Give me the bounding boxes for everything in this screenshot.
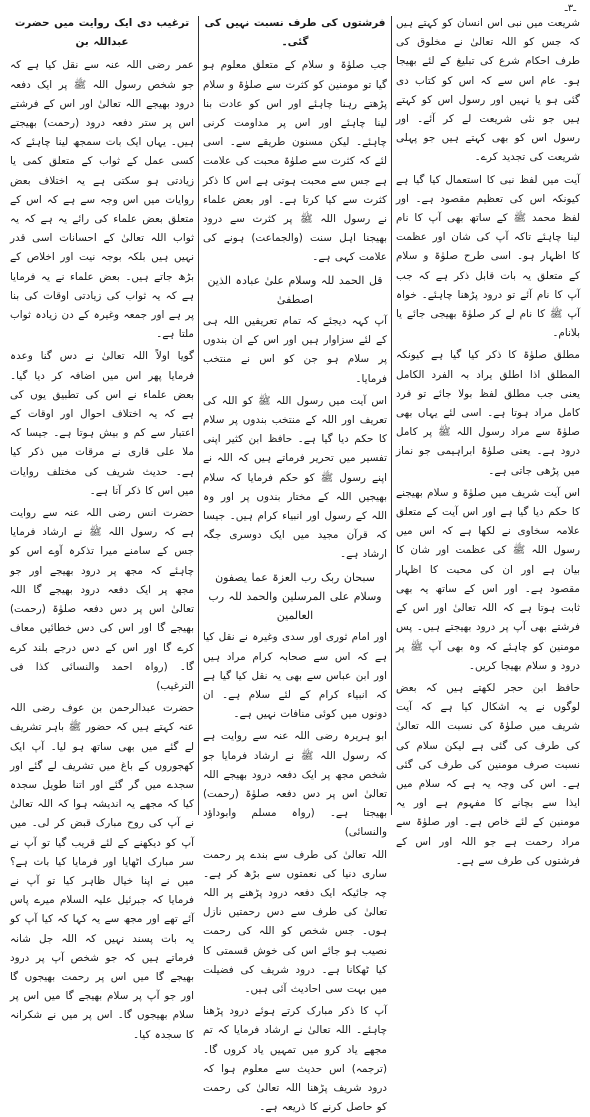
- column-heading: فرشتوں کی طرف نسبت نہیں کی گئی۔: [204, 17, 386, 49]
- paragraph: اللہ تعالیٰ کی طرف سے بندے پر رحمت ساری دنیا کی نعمتوں سے بڑھ کر ہے۔ چہ جائیکہ ایک دفعہ درود پڑھنے پر اللہ تعالیٰ کی طرف سے دس رحمتیں نازل ہوں۔ جس شخص کو اللہ کی رحمت نصیب ہو جائے اس کی خوش قسمتی کا کیا ٹھکانا ہے۔ درود شریف کی فضیلت میں بہت سی احادیث آئی ہیں۔: [203, 848, 387, 995]
- paragraph: اس آیت شریف میں صلوٰۃ و سلام بھیجنے کا حکم دیا گیا ہے اور اس آیت کے متعلق علامہ سخاوی نے لکھا ہے کہ اس میں رسول اللہ ﷺ کی عظمت اور شان کا بیان ہے اور ان کی محبت کا اظہار مقصود ہے۔ اور اس کے ساتھ یہ بھی ثابت ہوتا ہے کہ اللہ تعالیٰ اور اس کے فرشتے بھی آپ پر درود بھیجتے ہیں۔ پس مومنین کو چاہئے کہ وہ بھی آپ ﷺ پر درود و سلام بھیجا کریں۔: [396, 486, 580, 672]
- page-top-mark: ـ۳ـ: [564, 3, 576, 14]
- paragraph: مطلق صلوٰۃ کا ذکر کیا گیا ہے کیونکہ المطلق اذا اطلق یراد بہ الفرد الکامل یعنی جب مطلق لفظ بولا جائے تو فرد کامل مراد ہوتا ہے۔ اسی لئے یہاں بھی صلوٰۃ سے مراد رسول اللہ ﷺ پر کامل درود ہے۔ یعنی صلوٰۃ ابراہیمی جو نماز میں پڑھی جاتی ہے۔: [396, 349, 580, 477]
- paragraph: حضرت عبدالرحمن بن عوف رضی اللہ عنہ کہتے ہیں کہ حضور ﷺ باہر تشریف لے گئے میں بھی ساتھ ہو لیا۔ آپ ایک کھجوروں کے باغ میں تشریف لے گئے اور سجدے میں گر گئے اور اتنا طویل سجدہ کیا کہ مجھے یہ اندیشہ ہوا کہ اللہ تعالیٰ نے آپ کی روح مبارک قبض کر لی۔ میں آپ کو دیکھنے کے لئے قریب گیا تو آپ نے سر مبارک اٹھایا اور فرمایا کیا بات ہے؟ میں نے اپنا خیال ظاہر کیا تو آپ نے فرمایا کہ جبرئیل علیہ السلام میرے پاس آئے تھے اور مجھ سے یہ کہا کہ کیا آپ کو یہ بات پسند نہیں کہ اللہ جل شانہ فرماتے ہیں کہ جو شخص آپ پر درود بھیجے گا میں اس پر رحمت بھیجوں گا اور جو آپ پر سلام بھیجے گا میں اس پر سلام بھیجوں گا۔ اس پر میں نے شکرانہ کا سجدہ کیا۔: [10, 702, 194, 1041]
- middle-column: [199, 14, 391, 1114]
- paragraph: اس آیت میں رسول اللہ ﷺ کو اللہ کی تعریف اور اللہ کے منتخب بندوں پر سلام کا حکم دیا گیا ہے۔ حافظ ابن کثیر اپنی تفسیر میں تحریر فرماتے ہیں کہ اللہ نے اپنے رسول ﷺ کو حکم فرمایا کہ سلام بھیجیں اللہ کے مختار بندوں پر اور وہ اللہ کے رسول اور انبیاء کرام ہیں۔ جیسا کہ قرآن مجید میں ایک دوسری جگہ ارشاد ہے۔: [203, 394, 387, 561]
- paragraph: آپ کا ذکر مبارک کرتے ہوئے درود پڑھنا چاہئے۔ اللہ تعالیٰ نے ارشاد فرمایا کہ تم مجھے یاد کرو میں تمہیں یاد کروں گا۔ (ترجمہ) اس حدیث سے معلوم ہوا کہ درود شریف پڑھنا اللہ تعالیٰ کی رحمت کو حاصل کرنے کا ذریعہ ہے۔: [203, 1005, 387, 1114]
- paragraph: آیت میں لفظ نبی کا استعمال کیا گیا ہے کیونکہ اس کی تعظیم مقصود ہے۔ اور لفظ محمد ﷺ کے ساتھ بھی آپ کا نام لینا چاہئے تاکہ آپ کی شان اور عظمت کا اظہار ہو۔ اسی طرح صلوٰۃ و سلام کے متعلق یہ بات قابل ذکر ہے کہ جب آپ کا نام آئے تو درود پڑھنا چاہئے۔ خواہ آپ ﷺ کا نام لے کر صلوٰۃ بھیجی جائے یا بلانام۔: [396, 173, 580, 340]
- paragraph: عمر رضی اللہ عنہ سے نقل کیا ہے کہ جو شخص رسول اللہ ﷺ پر ایک دفعہ درود بھیجے اللہ تعالیٰ اور اس کے فرشتے اس پر ستر دفعہ درود (رحمت) بھیجتے ہیں۔ یہاں ایک بات سمجھ لینا چاہئے کہ کسی عمل کے ثواب کے متعلق کمی یا زیادتی ہو سکتی ہے یہ اختلاف بعض روایات میں اس وجہ سے ہے کہ اس کے متعلق بعض علماء کی رائے یہ ہے کہ یہ ثواب اللہ تعالیٰ کے احسانات اسی قدر نہیں ہیں بلکہ بوجہ نیت اور اخلاص کے بڑھ جاتے ہیں۔ بعض علماء نے یہ فرمایا ہے کہ یہ ثواب کی زیادتی اوقات کی بنا پر ہے اور جمعہ وغیرہ کے دن زیادہ ثواب ملتا ہے۔: [10, 59, 194, 341]
- paragraph: آپ کہہ دیجئے کہ تمام تعریفیں اللہ ہی کے لئے سزاوار ہیں اور اس کے ان بندوں پر سلام ہو جن کو اس نے منتخب فرمایا۔: [203, 315, 387, 385]
- paragraph: حضرت انس رضی اللہ عنہ سے روایت ہے کہ رسول اللہ ﷺ نے ارشاد فرمایا جس کے سامنے میرا تذکرہ آوے اس کو چاہئے کہ مجھ پر درود بھیجے اور جو مجھ پر ایک دفعہ درود بھیجے گا اللہ تعالیٰ اس پر دس دفعہ صلوٰۃ (رحمت) بھیجے گا اور اس کی دس خطائیں معاف کرے گا اور اس کے دس درجے بلند کرے گا۔ (رواہ احمد والنسائی کذا فی الترغیب): [10, 507, 194, 692]
- paragraph: اور امام ثوری اور سدی وغیرہ نے نقل کیا ہے کہ اس سے صحابہ کرام مراد ہیں اور ابن عباس سے بھی یہ نقل کیا گیا ہے کہ انبیاء کرام کے لئے سلام ہے۔ ان دونوں میں کوئی منافات نہیں ہے۔: [203, 631, 387, 721]
- paragraph: جب صلوٰۃ و سلام کے متعلق معلوم ہو گیا تو مومنین کو کثرت سے صلوٰۃ و سلام پڑھتے رہنا چاہئے اور اس کو عادت بنا لینا چاہئے اور اس پر مداومت کرنی چاہئے۔ لیکن مسنون طریقے سے۔ اسی لئے کہ کثرت سے صلوٰۃ محبت کی علامت ہے جس سے محبت ہوتی ہے اس کا ذکر کثرت سے کیا کرتا ہے۔ اور بعض علماء نے رسول اللہ ﷺ پر کثرت سے درود بھیجنا اہل سنت (والجماعت) ہونے کی علامت کہی ہے۔: [203, 59, 387, 264]
- arabic-verse: قل الحمد للہ وسلام علیٰ عبادہ الذین اصطفیٰ: [207, 273, 383, 306]
- column-heading: ترغیب دی ایک روایت میں حضرت عبداللہ بن: [14, 17, 190, 49]
- right-column: [392, 14, 584, 867]
- text-columns: [6, 14, 584, 1114]
- arabic-verse: سبحان ربک رب العزۃ عما یصفون وسلام علی المرسلین والحمد للہ رب العالمین: [208, 570, 382, 623]
- paragraph: شریعت میں نبی اس انسان کو کہتے ہیں کہ جس کو اللہ تعالیٰ نے مخلوق کی طرف احکام شرع کی تبلیغ کے لئے بھیجا ہو۔ عام اس سے کہ اس کو کتاب دی گئی ہو یا نہیں اور رسول اس کو کہتے ہیں جو نئی شریعت لے کر آئے۔ اور رسول اس کو بھی کہتے ہیں جو پہلی شریعت کی تجدید کرے۔: [396, 17, 580, 164]
- paragraph: گویا اولاً اللہ تعالیٰ نے دس گنا وعدہ فرمایا پھر اس میں اضافہ کر دیا گیا۔ بعض علماء نے اس کی تطبیق یوں کی ہے کہ یہ اختلاف احوال اور اوقات کے اعتبار سے کم و بیش ہوتا ہے۔ جیسا کہ ملا علی قاری نے مرقات میں ذکر کیا ہے۔ حدیث شریف کی مختلف روایات میں اس کا ذکر آتا ہے۔: [10, 350, 194, 497]
- left-column: [6, 14, 198, 1041]
- paragraph: حافظ ابن حجر لکھتے ہیں کہ بعض لوگوں نے یہ اشکال کیا ہے کہ آیت شریف میں صلوٰۃ کی نسبت اللہ تعالیٰ کی طرف کی گئی ہے لیکن سلام کی نسبت صرف مومنین کی طرف کی گئی ہے۔ اس کی وجہ یہ ہے کہ سلام میں ایذا سے بچانے کا مفہوم ہے اور یہ مومنین کے لئے خاص ہے۔ اور صلوٰۃ سے مراد رحمت ہے جو اللہ اور اس کے فرشتوں کی طرف سے ہے۔: [396, 681, 580, 867]
- paragraph: ابو ہریرہ رضی اللہ عنہ سے روایت ہے کہ رسول اللہ ﷺ نے ارشاد فرمایا جو شخص مجھ پر ایک دفعہ درود بھیجے اللہ تعالیٰ اس پر دس دفعہ صلوٰۃ (رحمت) بھیجتا ہے۔ (رواہ مسلم وابوداؤد والنسائی): [203, 730, 387, 839]
